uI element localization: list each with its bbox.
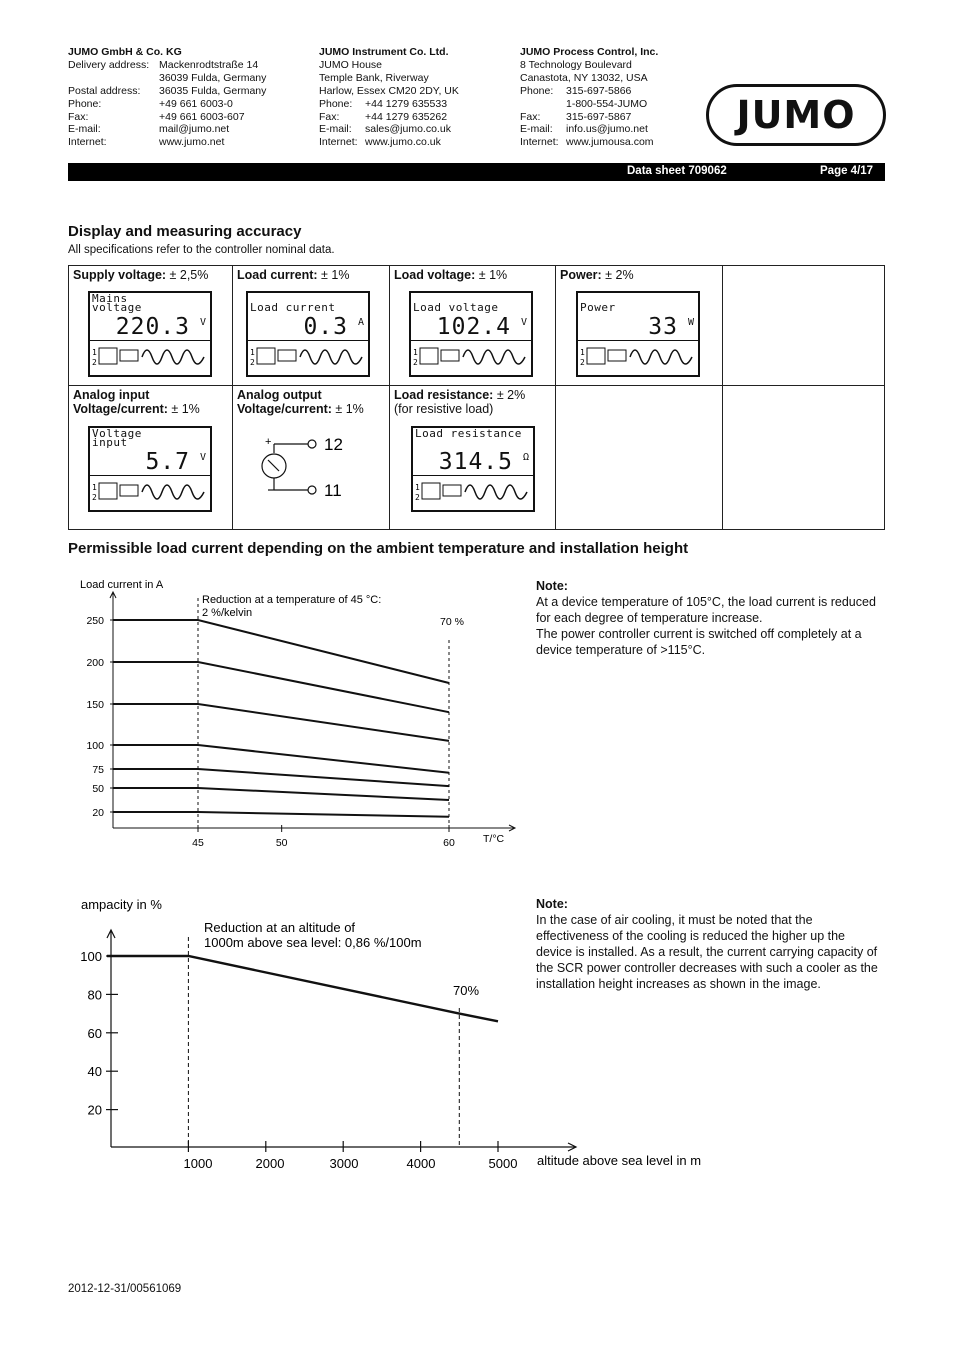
cell-label: Power: — [560, 268, 602, 282]
address-value: 36035 Fulda, Germany — [159, 84, 267, 97]
address-value: 315-697-5867 — [566, 110, 632, 123]
terminal-12 — [308, 440, 316, 448]
cell-empty — [723, 386, 885, 530]
address-label — [520, 98, 566, 111]
y-tick-label: 20 — [87, 1102, 102, 1118]
section-load-current — [68, 540, 688, 557]
cell-label: Supply voltage: — [73, 268, 167, 282]
phase-icon: 2 — [92, 358, 97, 367]
sine-wave-icon — [300, 350, 362, 364]
lcd-divider — [578, 340, 698, 341]
accuracy-table — [68, 265, 885, 530]
series-line-75 — [113, 769, 449, 786]
temperature-derating-chart — [0, 570, 530, 860]
y-tick-label: 60 — [87, 1025, 102, 1041]
address-label: Internet: — [520, 136, 559, 149]
phase-icon: 1 — [92, 483, 97, 492]
y-tick-label: 75 — [92, 764, 104, 776]
lcd-divider — [90, 340, 210, 341]
phase-icon: 1 — [580, 348, 585, 357]
lcd-status-icons — [92, 480, 208, 504]
analog-output-diagram — [261, 431, 371, 501]
company-name: JUMO Instrument Co. Ltd. — [319, 46, 449, 58]
control-icon — [441, 350, 459, 361]
address-label: Postal address: — [68, 84, 141, 97]
lcd-value: 220.3 — [115, 314, 190, 340]
address-label: Delivery address: — [68, 58, 150, 71]
control-icon — [120, 485, 138, 496]
lcd-unit: V — [199, 452, 206, 463]
address-value: +44 1279 635262 — [365, 110, 448, 123]
jumo-logo — [706, 84, 886, 146]
address-line: Harlow, Essex CM20 2DY, UK — [319, 84, 459, 97]
lcd-title: Mains voltage — [92, 292, 142, 314]
y-tick-label: 250 — [86, 615, 104, 627]
address-label: E-mail: — [319, 123, 352, 136]
y-tick-label: 200 — [86, 657, 104, 669]
address-table — [520, 59, 654, 149]
control-icon — [278, 350, 296, 361]
plus-sign: + — [265, 436, 272, 448]
sine-wave-icon — [142, 350, 204, 364]
cell-label: Load current: — [237, 268, 318, 282]
y-axis-label: ampacity in % — [81, 897, 162, 912]
address-value: Mackenrodtstraße 14 — [159, 58, 259, 71]
x-axis-label: altitude above sea level in m — [537, 1153, 702, 1168]
x-tick-label: 1000 — [183, 1156, 213, 1171]
lcd-divider — [413, 475, 533, 476]
lcd-title: Load voltage — [413, 301, 499, 314]
lcd-display — [411, 426, 535, 512]
address-value: 315-697-5866 — [566, 84, 632, 97]
address-table — [68, 59, 266, 149]
y-tick-label: 40 — [87, 1064, 102, 1080]
company-name: JUMO GmbH & Co. KG — [68, 46, 182, 58]
page-number: Page 4/17 — [820, 165, 874, 177]
lcd-title: Voltage input — [92, 427, 142, 449]
address-line: 8 Technology Boulevard — [520, 58, 632, 71]
y-tick-label: 80 — [87, 987, 102, 1003]
x-tick-label: 50 — [275, 837, 288, 849]
cell-load-voltage — [390, 266, 556, 386]
phase-icon: 1 — [415, 483, 420, 492]
note-text: In the case of air cooling, it must be noted that the effectiveness of the cooling is reduced the higher up the device is installed. As a result, the current carrying capacity of the SCR power controller decreases with such a cooler as the installation height increases as shown in the image. — [536, 913, 878, 991]
series-line-150 — [113, 704, 449, 741]
address-label: Fax: — [319, 110, 340, 123]
y-tick-label: 100 — [80, 949, 102, 964]
lcd-unit: Ω — [522, 452, 529, 463]
sine-wave-icon — [142, 485, 204, 499]
company-address-us — [520, 46, 658, 149]
phase-icon: 2 — [92, 493, 97, 502]
address-value: www.jumousa.com — [566, 136, 654, 149]
phase-icon: 2 — [415, 493, 420, 502]
cell-accuracy: ± 2% — [601, 268, 634, 282]
control-icon — [443, 485, 461, 496]
cell-accuracy: ± 2% — [493, 388, 526, 402]
lcd-unit: V — [199, 317, 206, 328]
cell-label: Voltage/current: — [73, 402, 168, 416]
lcd-divider — [411, 340, 531, 341]
phase-icon: 1 — [413, 348, 418, 357]
lcd-title: Load resistance — [415, 427, 522, 440]
lcd-display — [409, 291, 533, 377]
cell-supply-voltage — [69, 266, 233, 386]
logo-text: JUMO — [736, 93, 856, 137]
cell-accuracy: ± 1% — [475, 268, 508, 282]
x-tick-label: 4000 — [406, 1156, 436, 1171]
address-value: +49 661 6003-0 — [159, 97, 233, 110]
lcd-value: 0.3 — [303, 314, 348, 340]
company-address-de — [68, 46, 266, 149]
cell-label: Analog input — [73, 388, 150, 402]
y-tick-label: 20 — [92, 807, 104, 819]
cell-analog-input — [69, 386, 233, 530]
address-label: Phone: — [68, 97, 102, 110]
chart-annotation: Reduction at an altitude of — [204, 920, 356, 935]
section-title: Display and measuring accuracy — [68, 223, 302, 240]
chart-annotation: 2 %/kelvin — [202, 607, 253, 619]
address-label: Internet: — [68, 136, 107, 149]
cell-accuracy: ± 2,5% — [166, 268, 209, 282]
note-title: Note: — [536, 579, 568, 593]
lcd-unit: A — [357, 317, 364, 328]
cell-load-current — [233, 266, 390, 386]
lcd-display — [576, 291, 700, 377]
cell-label: Voltage/current: — [237, 402, 332, 416]
section-subtitle: All specifications refer to the controller nominal data. — [68, 244, 335, 256]
cell-load-resistance — [390, 386, 556, 530]
terminal-11 — [308, 486, 316, 494]
address-label: Fax: — [520, 110, 541, 123]
address-label: E-mail: — [520, 123, 553, 136]
phase-icon: 2 — [580, 358, 585, 367]
note-temperature — [536, 578, 886, 658]
address-label: E-mail: — [68, 123, 101, 136]
lcd-display — [88, 291, 212, 377]
phase-icon: 2 — [250, 358, 255, 367]
address-value: www.jumo.co.uk — [365, 136, 441, 149]
address-value: +44 1279 635533 — [365, 97, 448, 110]
current-icon — [420, 348, 438, 364]
lcd-divider — [248, 340, 368, 341]
lcd-status-icons — [250, 345, 366, 369]
datasheet-bar — [68, 163, 885, 181]
address-label: Fax: — [68, 110, 89, 123]
section-accuracy — [68, 223, 335, 256]
lcd-status-icons — [92, 345, 208, 369]
lcd-status-icons — [413, 345, 529, 369]
address-value: www.jumo.net — [159, 136, 225, 149]
section-title: Permissible load current depending on the ambient temperature and installation height — [68, 540, 689, 557]
sine-wave-icon — [463, 350, 525, 364]
lcd-display — [88, 426, 212, 512]
note-title: Note: — [536, 897, 568, 911]
cell-label: Load voltage: — [394, 268, 476, 282]
end-label: 70 % — [440, 616, 464, 628]
lcd-unit: W — [687, 317, 694, 328]
address-value: 36039 Fulda, Germany — [159, 71, 267, 84]
company-address-uk — [319, 46, 459, 149]
series-line-250 — [113, 620, 449, 683]
x-tick-label: 3000 — [329, 1156, 359, 1171]
x-tick-label: 60 — [443, 837, 455, 849]
y-tick-label: 150 — [86, 699, 104, 711]
sine-wave-icon — [630, 350, 692, 364]
lcd-value: 5.7 — [145, 449, 190, 475]
chart-annotation: Reduction at a temperature of 45 °C: — [202, 594, 382, 606]
y-tick-label: 50 — [92, 783, 104, 795]
x-tick-label: 5000 — [488, 1156, 518, 1171]
footer-docid: 2012-12-31/00561069 — [68, 1283, 182, 1295]
y-tick-label: 100 — [86, 740, 104, 752]
cell-analog-output — [233, 386, 390, 530]
y-axis-label: Load current in A — [80, 579, 164, 591]
end-label: 70% — [453, 983, 480, 998]
lcd-value: 102.4 — [436, 314, 511, 340]
address-value: sales@jumo.co.uk — [365, 123, 451, 136]
lcd-value: 314.5 — [438, 449, 513, 475]
lcd-status-icons — [415, 480, 531, 504]
address-line: Temple Bank, Riverway — [319, 71, 429, 84]
cell-empty — [556, 386, 723, 530]
terminal-label: 12 — [324, 435, 343, 454]
address-label — [68, 72, 159, 85]
lcd-unit: V — [520, 317, 527, 328]
address-value: info.us@jumo.net — [566, 123, 648, 136]
address-value: 1-800-554-JUMO — [566, 97, 648, 110]
address-label: Phone: — [319, 97, 353, 110]
current-icon — [99, 348, 117, 364]
control-icon — [608, 350, 626, 361]
chart-annotation: 1000m above sea level: 0,86 %/100m — [204, 935, 422, 950]
current-icon — [257, 348, 275, 364]
cell-power — [556, 266, 723, 386]
lcd-title: Load current — [250, 301, 336, 314]
address-label: Phone: — [520, 84, 554, 97]
cell-accuracy: ± 1% — [331, 402, 364, 416]
sine-wave-icon — [465, 485, 527, 499]
lcd-status-icons — [580, 345, 696, 369]
control-icon — [120, 350, 138, 361]
altitude-derating-chart — [0, 890, 720, 1180]
phase-icon: 1 — [92, 348, 97, 357]
cell-label: Analog output — [237, 388, 322, 402]
address-value: mail@jumo.net — [159, 123, 230, 136]
address-value: +49 661 6003-607 — [159, 110, 245, 123]
address-table — [319, 59, 459, 149]
current-icon — [422, 483, 440, 499]
address-line: Canastota, NY 13032, USA — [520, 71, 648, 84]
x-tick-label: 2000 — [255, 1156, 285, 1171]
cell-label: Load resistance: — [394, 388, 494, 402]
phase-icon: 2 — [413, 358, 418, 367]
lcd-divider — [90, 475, 210, 476]
note-text: At a device temperature of 105°C, the load current is reduced for each degree of temperature increase. The power controller current is switched off completely at a device temperature of >115°C. — [536, 595, 876, 657]
terminal-label: 11 — [324, 481, 342, 500]
company-name: JUMO Process Control, Inc. — [520, 46, 659, 58]
cell-empty — [723, 266, 885, 386]
x-tick-label: 45 — [192, 837, 204, 849]
address-label: Internet: — [319, 136, 358, 149]
lcd-title: Power — [580, 301, 616, 314]
x-axis-label: T/°C — [483, 833, 505, 845]
cell-note: (for resistive load) — [394, 402, 494, 416]
current-icon — [99, 483, 117, 499]
cell-accuracy: ± 1% — [317, 268, 350, 282]
cell-accuracy: ± 1% — [167, 402, 200, 416]
address-line: JUMO House — [319, 58, 383, 71]
current-icon — [587, 348, 605, 364]
series-line-20 — [113, 812, 449, 817]
phase-icon: 1 — [250, 348, 255, 357]
lcd-display — [246, 291, 370, 377]
series-line-50 — [113, 788, 449, 800]
lcd-value: 33 — [648, 314, 678, 340]
datasheet-number: Data sheet 709062 — [627, 165, 727, 177]
series-line-ampacity — [107, 956, 498, 1021]
